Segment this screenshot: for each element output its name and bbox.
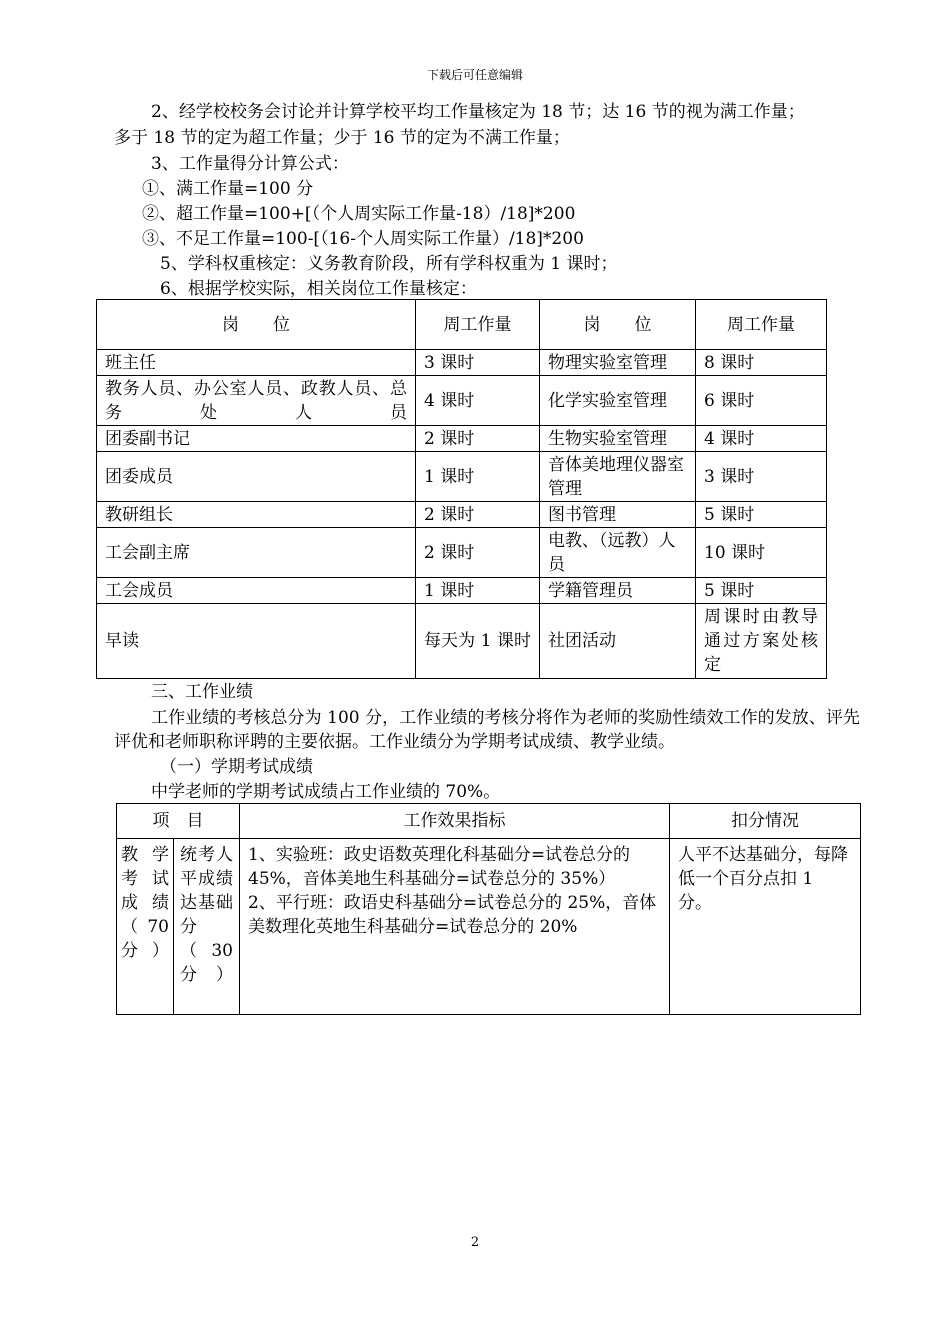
table-row — [97, 528, 827, 578]
table-cell: 化学实验室管理 — [540, 376, 696, 426]
table-cell: 4 课时 — [696, 426, 827, 452]
table-cell: 工会副主席 — [97, 528, 416, 578]
table-cell: 教务人员、办公室人员、政教人员、总务处人员 — [97, 376, 416, 426]
header-position-1: 岗 位 — [97, 300, 416, 350]
workload-table — [96, 299, 827, 679]
exam-item-cell: 统考人平成绩达基础分（30分） — [174, 839, 240, 1015]
page-header: 下载后可任意编辑 — [426, 68, 523, 82]
table-cell: 4 课时 — [416, 376, 540, 426]
table-cell: 1 课时 — [416, 452, 540, 502]
table-cell: 10 课时 — [696, 528, 827, 578]
paragraph-5: 5、学科权重核定：义务教育阶段，所有学科权重为 1 课时； — [160, 254, 618, 274]
table-cell: 工会成员 — [97, 578, 416, 604]
table-cell: 5 课时 — [696, 578, 827, 604]
formula-1: ①、满工作量=100 分 — [142, 179, 314, 199]
header-item: 项 目 — [117, 804, 240, 839]
exam-deduction-cell: 人平不达基础分，每降低一个百分点扣 1 分。 — [670, 839, 861, 1015]
subsection-1-title: （一）学期考试成绩 — [160, 757, 313, 777]
table-cell: 2 课时 — [416, 502, 540, 528]
table-header-row — [117, 804, 861, 839]
paragraph-6: 6、根据学校实际，相关岗位工作量核定： — [160, 279, 477, 299]
exam-indicator-cell — [240, 839, 670, 1015]
table-row — [97, 376, 827, 426]
table-cell: 团委成员 — [97, 452, 416, 502]
table-cell: 6 课时 — [696, 376, 827, 426]
indicator-1: 1、实验班：政史语数英理化科基础分=试卷总分的 45%，音体美地生科基础分=试卷总分的 35%） — [248, 845, 631, 889]
table-cell: 早读 — [97, 604, 416, 679]
table-row — [97, 604, 827, 679]
table-cell: 8 课时 — [696, 350, 827, 376]
table-cell: 2 课时 — [416, 528, 540, 578]
exam-table — [116, 803, 861, 1015]
table-row — [97, 426, 827, 452]
page-number: 2 — [470, 1235, 480, 1250]
table-cell: 电教、（远教）人员 — [540, 528, 696, 578]
table-row — [97, 502, 827, 528]
table-cell: 3 课时 — [696, 452, 827, 502]
header-workload-1: 周工作量 — [416, 300, 540, 350]
table-cell: 物理实验室管理 — [540, 350, 696, 376]
table-cell: 教研组长 — [97, 502, 416, 528]
table-row — [97, 452, 827, 502]
table-row — [97, 578, 827, 604]
section-3-paragraph: 工作业绩的考核总分为 100 分，工作业绩的考核分将作为老师的奖励性绩效工作的发放、评先评优和老师职称评聘的主要依据。工作业绩分为学期考试成绩、教学业绩。 — [114, 708, 860, 752]
table-cell: 社团活动 — [540, 604, 696, 679]
header-indicator: 工作效果指标 — [240, 804, 670, 839]
table-cell: 生物实验室管理 — [540, 426, 696, 452]
paragraph-2-line2: 多于 18 节的定为超工作量；少于 16 节的定为不满工作量； — [114, 128, 570, 148]
table-cell: 周课时由教导通过方案处核定 — [696, 604, 827, 679]
table-cell: 2 课时 — [416, 426, 540, 452]
paragraph-2-line1: 2、经学校校务会讨论并计算学校平均工作量核定为 18 节；达 16 节的视为满工作量； — [151, 102, 805, 122]
table-cell: 学籍管理员 — [540, 578, 696, 604]
table-cell: 音体美地理仪器室管理 — [540, 452, 696, 502]
formula-2: ②、超工作量=100+[（个人周实际工作量-18）/18]*200 — [142, 204, 576, 224]
table-row — [117, 839, 861, 1015]
header-deduction: 扣分情况 — [670, 804, 861, 839]
formula-3: ③、不足工作量=100-[（16-个人周实际工作量）/18]*200 — [142, 229, 584, 249]
table-row — [97, 350, 827, 376]
table-header-row — [97, 300, 827, 350]
table-cell: 班主任 — [97, 350, 416, 376]
header-workload-2: 周工作量 — [696, 300, 827, 350]
table-cell: 团委副书记 — [97, 426, 416, 452]
table-cell: 1 课时 — [416, 578, 540, 604]
table-cell: 3 课时 — [416, 350, 540, 376]
table-cell: 每天为 1 课时 — [416, 604, 540, 679]
paragraph-3: 3、工作量得分计算公式： — [151, 154, 349, 174]
table-cell: 图书管理 — [540, 502, 696, 528]
table-cell: 5 课时 — [696, 502, 827, 528]
indicator-2: 2、平行班：政语史科基础分=试卷总分的 25%，音体美数理化英地生科基础分=试卷总分的 20% — [248, 893, 657, 937]
section-3-title: 三、工作业绩 — [151, 682, 253, 702]
header-position-2: 岗 位 — [540, 300, 696, 350]
exam-category-cell: 教学考试成绩（70分） — [117, 839, 174, 1015]
subsection-1-description: 中学老师的学期考试成绩占工作业绩的 70%。 — [151, 782, 501, 802]
